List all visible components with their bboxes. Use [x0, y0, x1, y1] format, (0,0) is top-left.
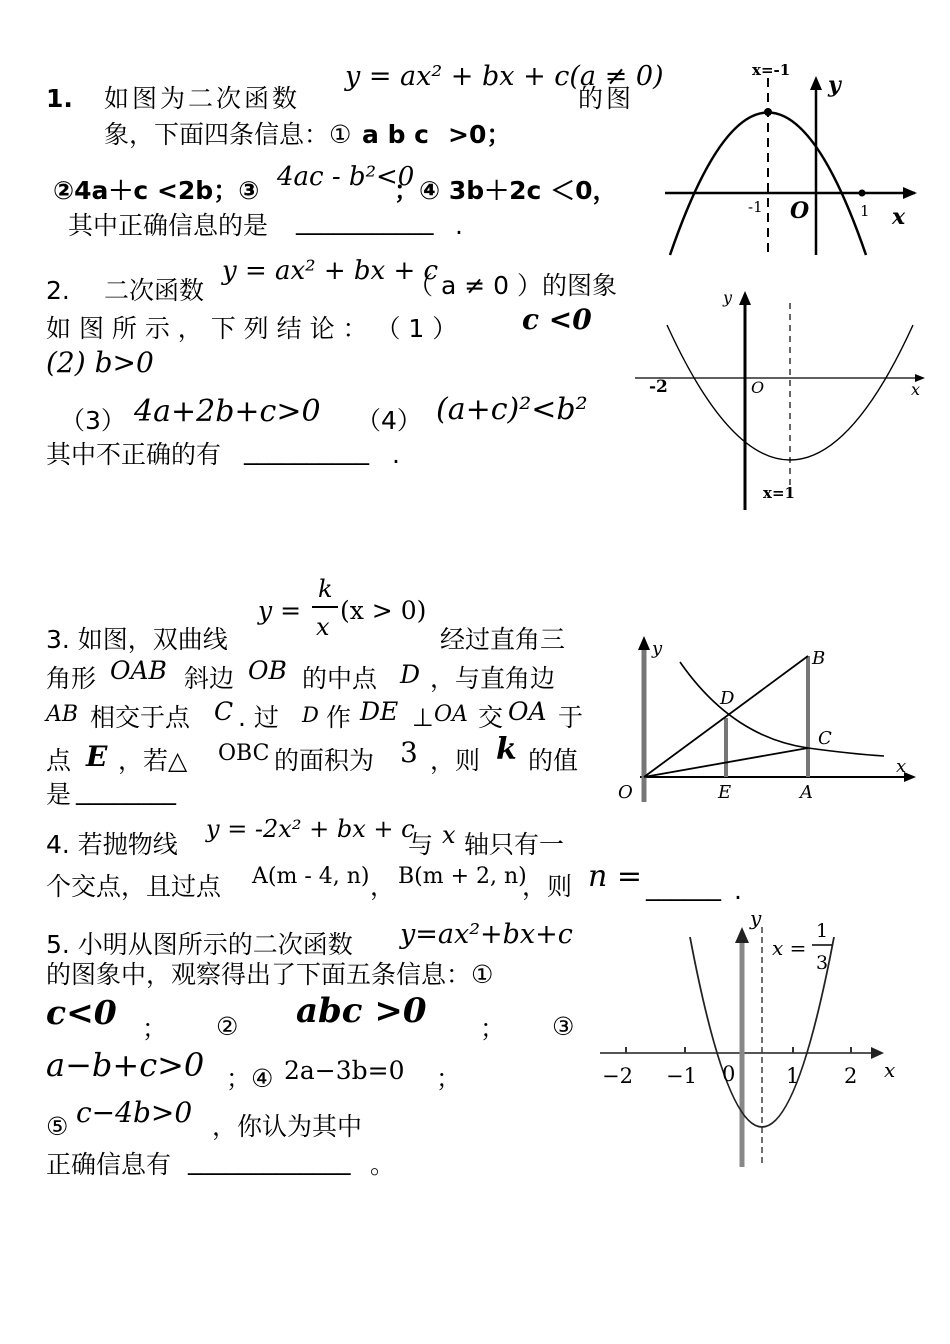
- q5-tick-m2: −2: [602, 1064, 633, 1088]
- q5-axis-den: 3: [816, 952, 829, 974]
- q3-text-3: 角形: [46, 664, 97, 693]
- q2-formula: y = ax² + bx + c: [222, 256, 439, 286]
- q5-axis-num: 1: [816, 920, 829, 942]
- q3-area-value: 3: [400, 736, 418, 769]
- q5-label-5: ⑤: [46, 1112, 69, 1141]
- q3-d-label: D: [720, 688, 735, 709]
- q3-text-5: 的中点: [302, 664, 378, 693]
- q2-answer-blank: __________: [244, 436, 369, 465]
- q1-info-3-formula: 4ac - b²<0: [277, 162, 415, 192]
- q1-y-intercept-point: [764, 108, 772, 116]
- q3-b-label: B: [812, 648, 826, 669]
- q3-text-7: 相交于点: [90, 703, 191, 732]
- q1-question: 其中正确信息的是: [68, 211, 269, 240]
- q5-tick-2: 2: [844, 1064, 858, 1088]
- q5-x-label: x: [884, 1058, 896, 1082]
- q2-conclusion-4: (a+c)²<b²: [436, 392, 588, 427]
- q1-gt0: >0；: [448, 120, 512, 149]
- q5-sep-4: ；: [436, 1064, 462, 1093]
- q5-x-arrow: [871, 1047, 884, 1059]
- q5-info-1: c<0: [46, 993, 117, 1032]
- q2-x-label: x: [911, 380, 921, 399]
- q5-end: 。: [370, 1150, 396, 1179]
- q3-text-9: 作: [326, 703, 352, 732]
- q2-text-2: 如 图 所 示 ， 下 列 结 论 ： （ 1 ）: [46, 314, 458, 343]
- q3-oa-2: OA: [508, 697, 547, 726]
- q3-obc: OBC: [218, 741, 270, 766]
- q4-text-3: 轴只有一: [464, 830, 565, 859]
- q3-ob: OB: [248, 656, 287, 685]
- q1-y-arrow: [810, 76, 822, 90]
- q1-tick-1: 1: [860, 202, 870, 220]
- q3-frac-numerator: k: [318, 575, 333, 603]
- q5-axis-eq: x =: [772, 936, 807, 960]
- q2-axis-label: x=1: [763, 484, 795, 502]
- q5-formula: y=ax²+bx+c: [400, 919, 573, 950]
- q2-conclusion-2: (2) b>0: [46, 346, 154, 379]
- q3-de: DE: [360, 697, 399, 726]
- q3-text-8: . 过: [238, 703, 279, 732]
- q3-graph: [612, 632, 930, 804]
- q1-info-4: ；④ 3b＋2c ＜0，: [394, 176, 618, 205]
- q5-info-4: 2a−3b=0: [284, 1056, 405, 1085]
- q5-info-2: abc >0: [296, 991, 427, 1031]
- q2-tick-neg2: -2: [649, 377, 668, 397]
- q4-point-a: A(m - 4, n): [252, 864, 370, 889]
- q5-y-label: y: [750, 906, 762, 930]
- q3-text-17: 是: [46, 780, 72, 809]
- q5-graph: [596, 905, 906, 1175]
- q5-text-2: 的图象中，观察得出了下面五条信息：①: [46, 960, 494, 989]
- q4-text-4: 个交点，且过点: [46, 872, 222, 901]
- q3-text-15: ，则: [430, 746, 481, 775]
- q2-conclusion-1: c <0: [522, 303, 592, 336]
- q5-answer-blank: _____________: [188, 1146, 351, 1175]
- q2-number: 2.: [46, 276, 70, 305]
- q3-e-label: E: [718, 782, 732, 803]
- q3-text-1: 3. 如图，双曲线: [46, 625, 228, 654]
- q3-y-label: y: [652, 638, 663, 659]
- q4-end: .: [734, 876, 742, 905]
- q3-c: C: [214, 697, 234, 726]
- q2-graph: [635, 285, 930, 515]
- q1-text-1: 如图为二次函数: [104, 84, 301, 113]
- q3-y-arrow: [638, 636, 650, 650]
- q5-text-1: 5. 小明从图所示的二次函数: [46, 930, 353, 959]
- q4-x: x: [442, 821, 456, 849]
- q3-k: k: [496, 732, 517, 767]
- q2-label-4: （4）: [356, 406, 422, 435]
- q5-y-arrow: [735, 927, 749, 943]
- q1-x-arrow: [903, 187, 917, 199]
- q3-frac-denominator: x: [316, 613, 330, 641]
- q1-origin-label: O: [790, 198, 810, 224]
- q1-number: 1.: [46, 84, 73, 113]
- q4-text-2: 与: [408, 830, 434, 859]
- q3-text-11: 于: [558, 703, 584, 732]
- q1-text-3: 象，下面四条信息：①: [104, 120, 352, 149]
- q5-sep-2: ；: [480, 1014, 506, 1043]
- q4-answer-blank: ______: [646, 872, 721, 901]
- q3-oab: OAB: [110, 656, 167, 685]
- q1-graph: [660, 60, 920, 260]
- q3-e: E: [86, 740, 108, 773]
- q3-text-4: 斜边: [184, 664, 235, 693]
- q3-a-label: A: [800, 782, 813, 803]
- q1-info-2: ②4a＋c <2b；③: [53, 176, 260, 205]
- q3-frac-condition: (x > 0): [340, 596, 427, 625]
- q5-label-2: ②: [216, 1012, 239, 1041]
- q5-text-3: ，你认为其中: [212, 1112, 363, 1141]
- q5-tick-1: 1: [786, 1064, 800, 1088]
- q3-text-13: ，若△: [118, 746, 188, 775]
- q5-question: 正确信息有: [46, 1150, 172, 1179]
- q5-tick-m1: −1: [666, 1064, 697, 1088]
- q3-oa: OA: [434, 702, 468, 727]
- q5-label-4: ；④: [226, 1064, 274, 1093]
- q1-end: .: [455, 211, 463, 240]
- q1-y-label: y: [828, 72, 841, 98]
- q4-comma: ，: [370, 872, 396, 901]
- q5-info-3: a−b+c>0: [46, 1046, 205, 1084]
- q1-formula: y = ax² + bx + c(a ≠ 0): [345, 61, 664, 92]
- q3-text-6: ，与直角边: [430, 664, 556, 693]
- q1-axis-label: x=-1: [752, 61, 791, 79]
- q3-frac-bar: [312, 606, 338, 608]
- q3-frac-y: y =: [258, 596, 302, 625]
- q1-text-2: 的图: [578, 84, 635, 113]
- q2-text-1: 二次函数: [104, 276, 205, 305]
- q1-abc: a b c: [362, 120, 429, 149]
- q3-perp: ⊥: [412, 703, 434, 732]
- q1-answer-blank: ___________: [296, 206, 434, 235]
- q3-text-12: 点: [46, 746, 72, 775]
- q2-question: 其中不正确的有: [46, 440, 222, 469]
- q1-root-point: [859, 190, 866, 197]
- q3-d: D: [400, 660, 421, 689]
- q3-text-16: 的值: [528, 746, 579, 775]
- q2-conclusion-3: 4a+2b+c>0: [134, 394, 321, 429]
- q4-n-equals: n =: [588, 859, 642, 894]
- q2-condition: （ a ≠ 0 ）的图象: [408, 271, 617, 300]
- q1-x-label: x: [892, 204, 906, 230]
- q5-info-5: c−4b>0: [76, 1096, 193, 1129]
- q4-formula: y = -2x² + bx + c: [206, 815, 415, 843]
- q3-o-label: O: [618, 782, 633, 803]
- q5-label-3: ③: [552, 1012, 575, 1041]
- q3-answer-blank: ________: [76, 776, 176, 805]
- q3-text-2: 经过直角三: [440, 625, 566, 654]
- q2-end: .: [392, 440, 400, 469]
- q2-origin-label: O: [751, 378, 765, 397]
- q5-sep-1: ；: [142, 1014, 168, 1043]
- q4-point-b: B(m + 2, n): [398, 864, 527, 889]
- q3-c-label: C: [818, 728, 832, 749]
- q3-d-2: D: [302, 703, 319, 727]
- q3-text-10: 交: [478, 703, 504, 732]
- q5-tick-0: 0: [722, 1062, 736, 1086]
- q4-text-1: 4. 若抛物线: [46, 830, 178, 859]
- q3-ab: AB: [46, 702, 79, 727]
- q4-text-5: ，则: [522, 872, 573, 901]
- q3-x-label: x: [896, 756, 907, 777]
- q1-tick-neg1: -1: [748, 198, 763, 216]
- q2-y-label: y: [723, 288, 733, 307]
- q2-label-3: （3）: [60, 406, 126, 435]
- q2-y-arrow: [739, 291, 751, 305]
- q3-text-14: 的面积为: [274, 746, 375, 775]
